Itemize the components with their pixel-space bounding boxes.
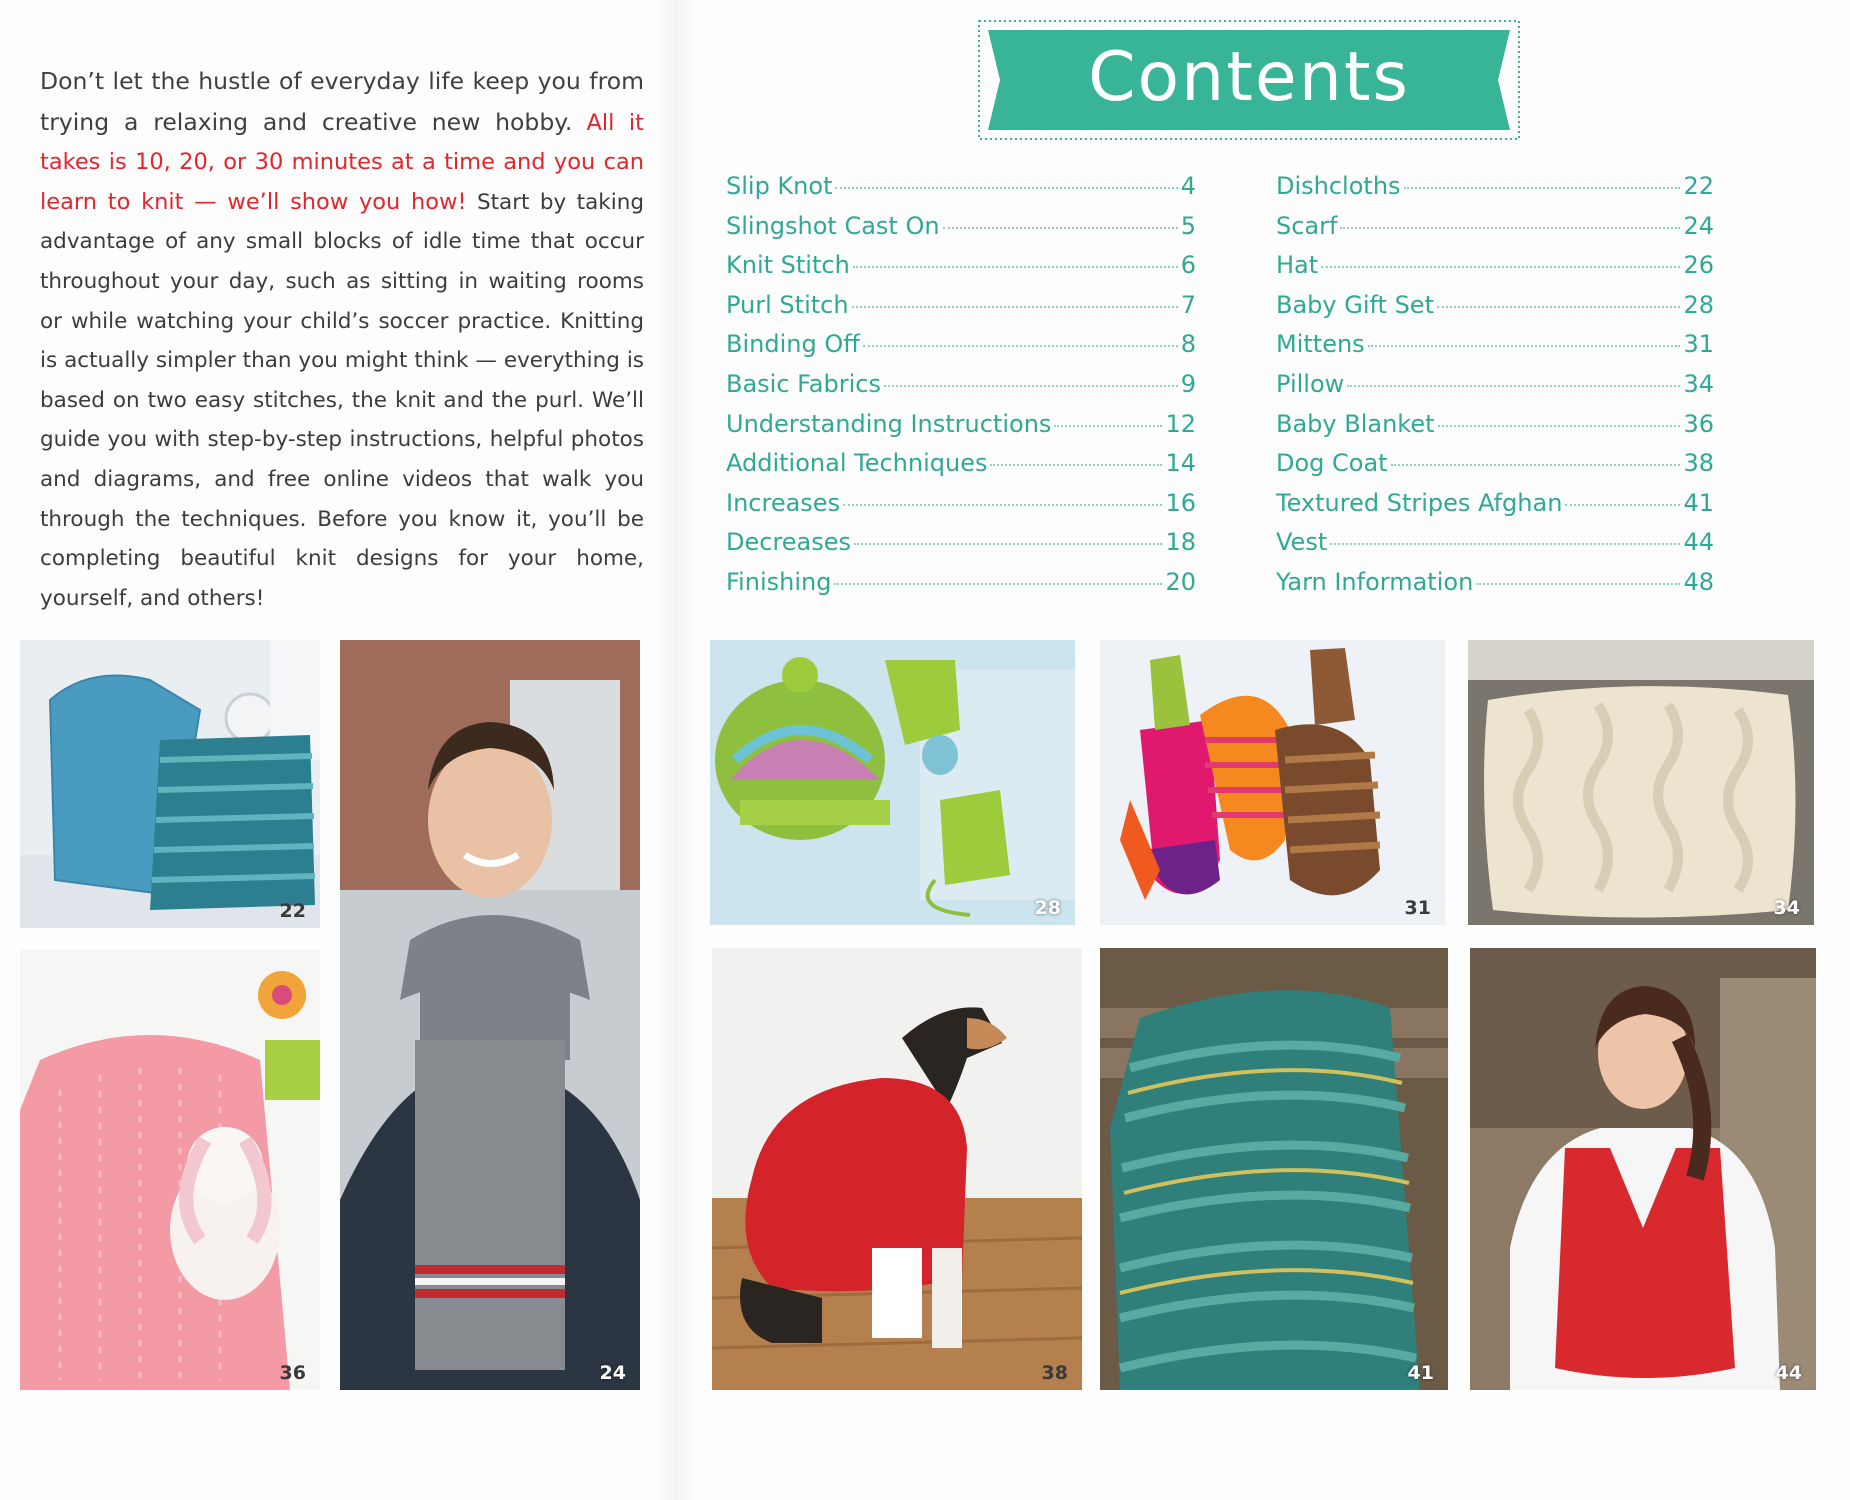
- toc-entry-title: Knit Stitch: [726, 251, 850, 280]
- photo-dishcloths: [20, 640, 320, 928]
- mittens-illustration: [1100, 640, 1445, 925]
- photo-pillow: [1468, 640, 1814, 925]
- toc-entry-title: Mittens: [1276, 330, 1365, 359]
- afghan-illustration: [1100, 948, 1448, 1390]
- toc-left-column: [726, 172, 1196, 608]
- toc-entry-title: Pillow: [1276, 369, 1345, 398]
- toc-entry-title: Increases: [726, 488, 841, 517]
- scarf-illustration: [340, 640, 640, 1390]
- toc-leader-dots: [1347, 385, 1680, 387]
- toc-entry-page: 8: [1180, 330, 1196, 359]
- photo-baby-gift-set: [710, 640, 1075, 925]
- toc-entry[interactable]: [726, 410, 1196, 450]
- toc-entry-title: Scarf: [1276, 211, 1338, 240]
- toc-entry-page: 6: [1180, 251, 1196, 280]
- toc-entry[interactable]: [1276, 449, 1714, 489]
- toc-leader-dots: [1476, 583, 1680, 585]
- toc-entry[interactable]: [1276, 251, 1714, 291]
- toc-leader-dots: [1404, 187, 1681, 189]
- toc-entry-title: Basic Fabrics: [726, 369, 881, 398]
- toc-leader-dots: [1565, 504, 1680, 506]
- toc-entry-page: 31: [1683, 330, 1714, 359]
- toc-entry-page: 36: [1683, 409, 1714, 438]
- toc-entry-page: 24: [1683, 211, 1714, 240]
- toc-entry[interactable]: [1276, 291, 1714, 331]
- toc-leader-dots: [1054, 425, 1162, 427]
- toc-entry[interactable]: [726, 489, 1196, 529]
- toc-leader-dots: [1437, 306, 1680, 308]
- dog-coat-illustration: [712, 948, 1082, 1390]
- photo-page-number: 44: [1775, 1362, 1802, 1384]
- toc-entry[interactable]: [1276, 172, 1714, 212]
- toc-leader-dots: [1368, 345, 1681, 347]
- contents-banner: [978, 20, 1520, 140]
- toc-entry-page: 16: [1165, 488, 1196, 517]
- toc-entry-page: 18: [1165, 528, 1196, 557]
- photo-mittens: [1100, 640, 1445, 925]
- dishcloths-illustration: [20, 640, 320, 928]
- photo-page-number: 38: [1041, 1362, 1068, 1384]
- toc-entry-page: 34: [1683, 369, 1714, 398]
- toc-entry[interactable]: [1276, 410, 1714, 450]
- toc-entry[interactable]: [726, 370, 1196, 410]
- toc-entry-title: Additional Techniques: [726, 449, 988, 478]
- toc-entry-page: 44: [1683, 528, 1714, 557]
- toc-entry-title: Vest: [1276, 528, 1328, 557]
- photo-afghan: [1100, 948, 1448, 1390]
- photo-page-number: 28: [1034, 897, 1061, 919]
- toc-entry-page: 12: [1165, 409, 1196, 438]
- toc-entry-title: Slingshot Cast On: [726, 211, 940, 240]
- toc-entry-page: 7: [1180, 290, 1196, 319]
- photo-vest: [1470, 948, 1816, 1390]
- toc-entry-title: Decreases: [726, 528, 852, 557]
- toc-entry[interactable]: [726, 449, 1196, 489]
- intro-paragraph: [40, 62, 644, 618]
- toc-leader-dots: [852, 306, 1178, 308]
- toc-entry[interactable]: [726, 528, 1196, 568]
- toc-entry-title: Yarn Information: [1276, 567, 1474, 596]
- toc-leader-dots: [1321, 266, 1680, 268]
- toc-entry-page: 9: [1180, 369, 1196, 398]
- toc-leader-dots: [1330, 543, 1680, 545]
- toc-leader-dots: [1391, 464, 1681, 466]
- toc-entry-title: Baby Gift Set: [1276, 290, 1434, 319]
- toc-entry[interactable]: [1276, 528, 1714, 568]
- toc-entry-title: Textured Stripes Afghan: [1276, 488, 1563, 517]
- photo-page-number: 34: [1773, 897, 1800, 919]
- toc-entry[interactable]: [726, 251, 1196, 291]
- toc-entry[interactable]: [726, 172, 1196, 212]
- toc-entry-page: 22: [1683, 172, 1714, 200]
- toc-entry-title: Purl Stitch: [726, 290, 849, 319]
- toc-entry[interactable]: [726, 568, 1196, 608]
- toc-leader-dots: [834, 583, 1162, 585]
- toc-entry-page: 20: [1165, 567, 1196, 596]
- intro-lead: Don’t let the hustle of everyday life keep you from trying a relaxing and creative new hobby.: [40, 67, 644, 136]
- vest-illustration: [1470, 948, 1816, 1390]
- toc-leader-dots: [1340, 227, 1680, 229]
- baby-gift-set-illustration: [710, 640, 1075, 925]
- photo-page-number: 41: [1407, 1362, 1434, 1384]
- toc-entry-title: Understanding Instructions: [726, 409, 1052, 438]
- toc-entry[interactable]: [1276, 330, 1714, 370]
- toc-entry[interactable]: [726, 330, 1196, 370]
- toc-right-column: [1276, 172, 1714, 608]
- toc-entry-title: Binding Off: [726, 330, 860, 359]
- toc-entry[interactable]: [1276, 568, 1714, 608]
- toc-entry-page: 38: [1683, 449, 1714, 478]
- toc-leader-dots: [854, 543, 1162, 545]
- toc-entry-page: 48: [1683, 567, 1714, 596]
- toc-leader-dots: [943, 227, 1178, 229]
- toc-leader-dots: [1438, 425, 1681, 427]
- photo-baby-blanket: [20, 950, 320, 1390]
- contents-title: Contents: [1088, 37, 1410, 117]
- toc-leader-dots: [843, 504, 1162, 506]
- toc-entry-title: Slip Knot: [726, 172, 833, 200]
- intro-highlight: All it takes is 10, 20, or 30 minutes at a time and you can learn to knit — we’ll show you how!: [40, 109, 645, 215]
- toc-entry[interactable]: [1276, 489, 1714, 529]
- toc-entry-title: Baby Blanket: [1276, 409, 1435, 438]
- photo-dog-coat: [712, 948, 1082, 1390]
- photo-page-number: 36: [279, 1362, 306, 1384]
- toc-leader-dots: [853, 266, 1178, 268]
- toc-entry-page: 14: [1165, 449, 1196, 478]
- toc-entry-page: 5: [1180, 211, 1196, 240]
- toc-leader-dots: [835, 187, 1177, 189]
- toc-entry-page: 28: [1683, 290, 1714, 319]
- photo-page-number: 22: [279, 900, 306, 922]
- toc-leader-dots: [863, 345, 1178, 347]
- toc-entry-page: 41: [1683, 488, 1714, 517]
- photo-page-number: 31: [1404, 897, 1431, 919]
- baby-blanket-illustration: [20, 950, 320, 1390]
- pillow-illustration: [1468, 640, 1814, 925]
- intro-body: Start by taking advantage of any small blocks of idle time that occur throughout your day, such as sitting in waiting rooms or while watching your child’s soccer practice. Knitting is actually simpler than you might think — everything is based on two easy stitches, the knit and the purl. We’ll guide you with step-by-step instructions, helpful photos and diagrams, and free online videos that walk you through the techniques. Before you know it, you’ll be completing beautiful knit designs for your home, yourself, and others!: [40, 189, 644, 611]
- photo-page-number: 24: [599, 1362, 626, 1384]
- toc-entry-page: 26: [1683, 251, 1714, 280]
- toc-entry[interactable]: [726, 291, 1196, 331]
- toc-entry[interactable]: [726, 212, 1196, 252]
- toc-leader-dots: [884, 385, 1178, 387]
- photo-scarf: [340, 640, 640, 1390]
- toc-entry-title: Hat: [1276, 251, 1319, 280]
- toc-entry-title: Dishcloths: [1276, 172, 1401, 200]
- toc-leader-dots: [990, 464, 1162, 466]
- toc-entry-page: 4: [1180, 172, 1196, 200]
- toc-entry-title: Dog Coat: [1276, 449, 1388, 478]
- toc-entry-title: Finishing: [726, 567, 832, 596]
- toc-entry[interactable]: [1276, 212, 1714, 252]
- page-gutter: [655, 0, 695, 1500]
- toc-entry[interactable]: [1276, 370, 1714, 410]
